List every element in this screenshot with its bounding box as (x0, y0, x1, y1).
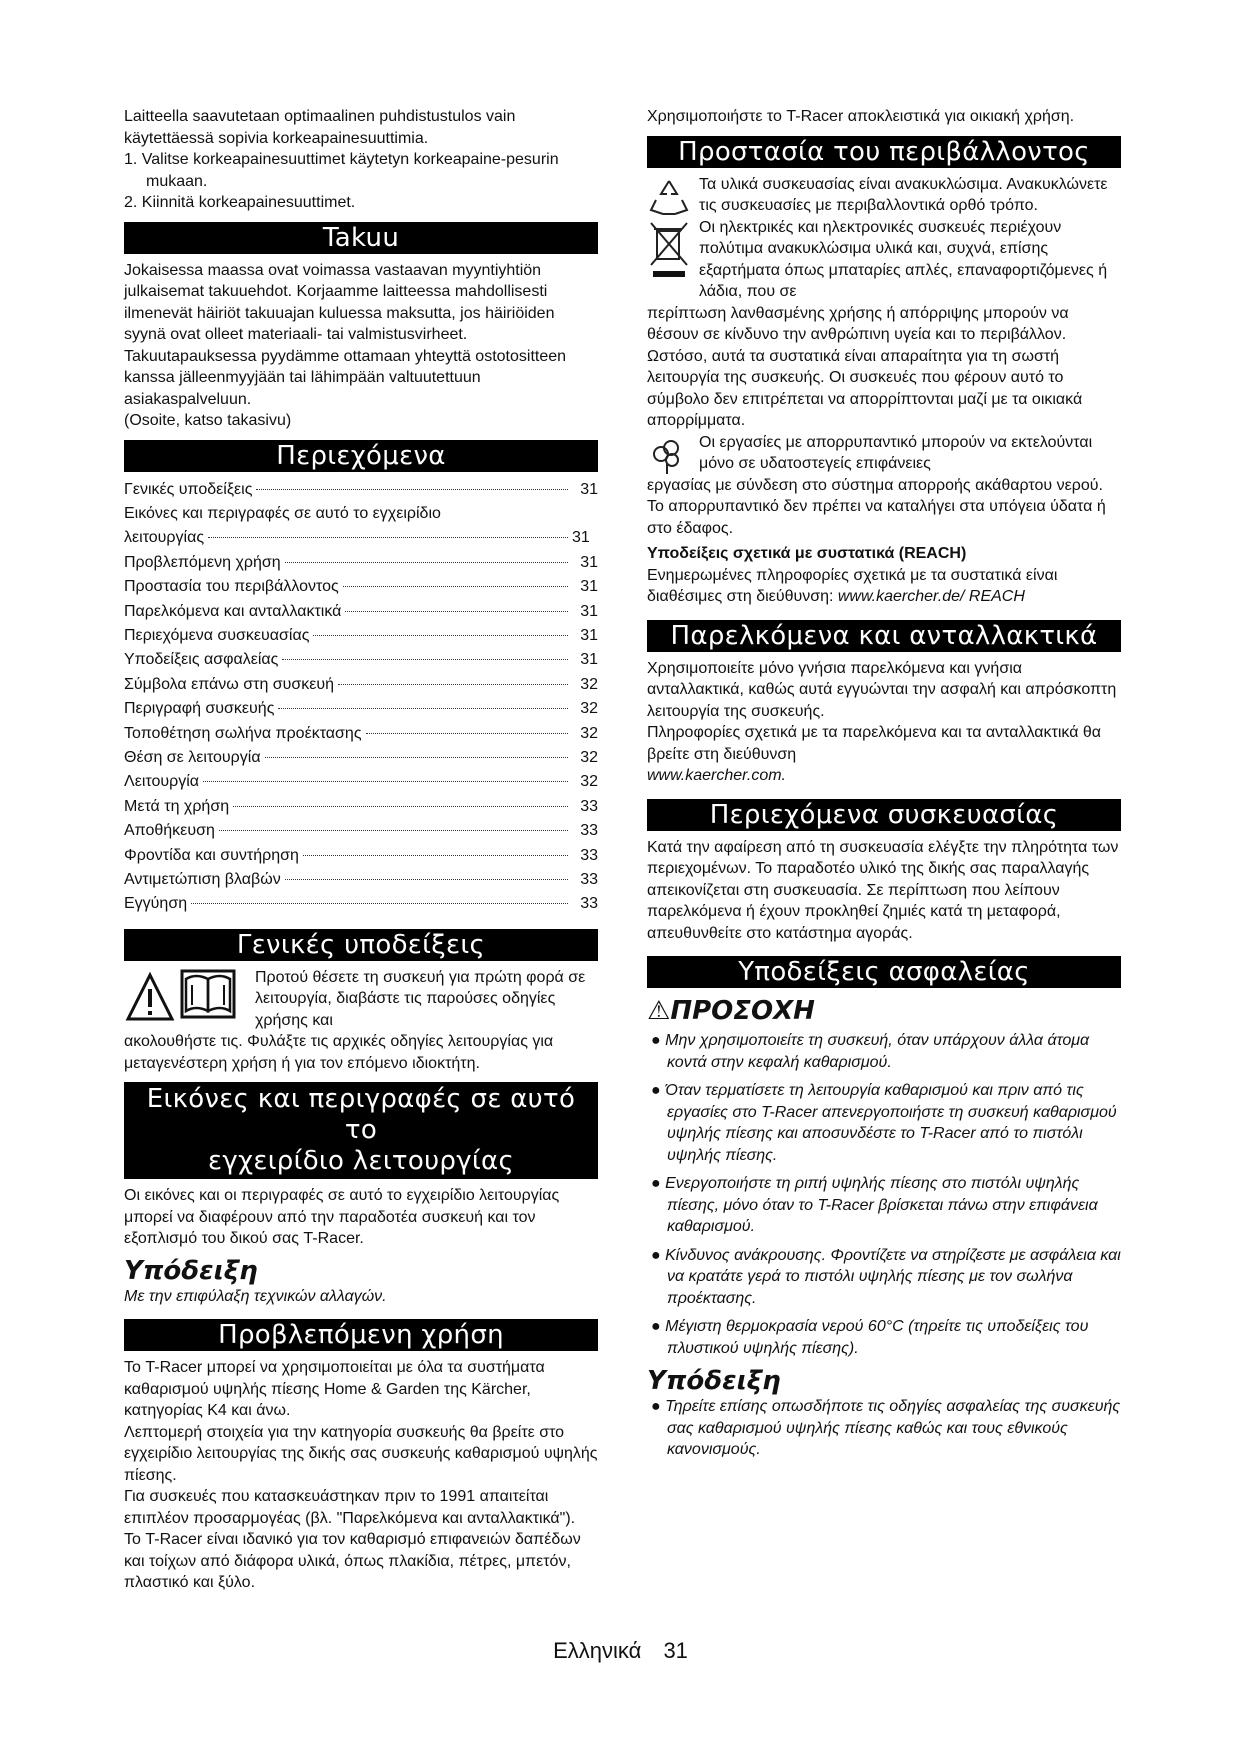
footer-language: Ελληνικά (553, 1638, 642, 1663)
toc-item[interactable]: Τοποθέτηση σωλήνα προέκτασης 32 (124, 724, 598, 742)
intended-p4: Το T-Racer είναι ιδανικό για τον καθαρισμό επιφανειών δαπέδων και τοίχων από διάφορα υλικά, όπως πλακίδια, πέτρες, μπετόν, πλαστικό και ξύλο. (124, 1531, 581, 1592)
right-intro: Χρησιμοποιήστε το T-Racer αποκλειστικά για οικιακή χρήση. (647, 108, 1075, 125)
safety-note-bullet: ● Τηρείτε επίσης οπωσδήποτε τις οδηγίες ασφαλείας της συσκευής σας καθαρισμού υψηλής πίεσης καθώς και τους εθνικούς κανονισμούς. (651, 1398, 1121, 1458)
warning-triangle-icon: ⚠ (647, 996, 671, 1026)
accessories-p2: Πληροφορίες σχετικά με τα παρελκόμενα και τα ανταλλακτικά θα βρείτε στη διεύθυνση (647, 724, 1102, 763)
safety-bullet: ● Όταν τερματίσετε τη λειτουργία καθαρισμού και πριν από τις εργασίες στο T-Racer απενεργοποιήστε τη συσκευή καθαρισμού υψηλής πίεσης και αποσυνδέστε το T-Racer από το πιστόλι υψηλής πίεσης. (651, 1082, 1117, 1164)
general-text-b: ακολουθήστε τις. Φυλάξτε τις αρχικές οδηγίες λειτουργίας για μεταγενέστερη χρήση ή για τον επόμενο ιδιοκτήτη. (124, 1033, 554, 1072)
images-heading: Εικόνες και περιγραφές σε αυτό το εγχειρίδιο λειτουργίας (124, 1082, 598, 1179)
toc-item-cont[interactable]: λειτουργίας 31 (124, 529, 590, 547)
safety-heading: Υποδείξεις ασφαλείας (647, 956, 1121, 988)
toc-heading: Περιεχόμενα (124, 440, 598, 472)
toc-item[interactable]: Φροντίδα και συντήρηση 33 (124, 846, 598, 864)
toc-item[interactable]: Περιγραφή συσκευής 32 (124, 700, 598, 718)
intended-p2: Λεπτομερή στοιχεία για την κατηγορία συσκευής θα βρείτε στο εγχειρίδιο λειτουργίας της δικής σας συσκευής καθαρισμού υψηλής πίεσης. (124, 1423, 598, 1484)
accessories-link[interactable]: www.kaercher.com. (647, 767, 786, 784)
takuu-heading: Takuu (124, 222, 598, 254)
weee-notice (647, 217, 1121, 303)
weee-text-a: Οι ηλεκτρικές και ηλεκτρονικές συσκευές περιέχουν πολύτιμα ανακυκλώσιμα υλικά και, συχνά, επίσης εξαρτήματα όπως μπαταρίες απλές, επαναφορτιζόμενες ή λάδια, που σε (699, 218, 1108, 300)
images-note-text: Με την επιφύλαξη τεχνικών αλλαγών. (124, 1287, 387, 1305)
caution-label: ⚠ΠΡΟΣΟΧΗ (647, 996, 815, 1026)
toc-item[interactable]: Παρελκόμενα και ανταλλακτικά 31 (124, 602, 598, 620)
weee-text-b: περίπτωση λανθασμένης χρήσης ή απόρριψης μπορούν να θέσουν σε κίνδυνο την ανθρώπινη υγεία και το περιβάλλον. Ωστόσο, αυτά τα συστατικά είναι απαραίτητα για τη σωστή λειτουργία της συσκευής. Οι συσκευές που φέρουν αυτό το σύμβολο δεν επιτρέπεται να απορρίπτονται μαζί με τα οικιακά απορρίμματα. (647, 304, 1083, 429)
general-text-a: Προτού θέσετε τη συσκευή για πρώτη φορά σε λειτουργία, διαβάστε τις παρούσες οδηγίες χρήσης και (255, 968, 586, 1029)
intro-text: Laitteella saavutetaan optimaalinen puhdistustulos vain käytettäessä sopivia korkeapainesuuttimia. (124, 108, 516, 147)
safety-bullet: ● Ενεργοποιήστε τη ριπή υψηλής πίεσης στο πιστόλι υψηλής πίεσης, μόνο όταν το T-Racer βρίσκεται πάνω στην επιφάνεια καθαρισμού. (651, 1175, 1098, 1235)
toc-item[interactable]: Μετά τη χρήση 33 (124, 797, 598, 815)
crossed-bin-icon (647, 219, 691, 283)
toc-item[interactable]: Γενικές υποδείξεις 31 (124, 480, 598, 498)
intended-heading: Προβλεπόμενη χρήση (124, 1319, 598, 1351)
reach-title: Υποδείξεις σχετικά με συστατικά (REACH) (647, 545, 967, 562)
toc-item[interactable]: Αποθήκευση 33 (124, 822, 598, 840)
toc-item[interactable]: Θέση σε λειτουργία 32 (124, 748, 598, 766)
general-heading: Γενικές υποδείξεις (124, 929, 598, 961)
general-notice (124, 967, 598, 1032)
page-number: 31 (663, 1638, 688, 1663)
toc-item[interactable]: Εγγύηση 33 (124, 895, 598, 913)
intro-step-2: 2. Kiinnitä korkeapainesuuttimet. (124, 194, 356, 211)
takuu-address: (Osoite, katso takasivu) (124, 412, 292, 429)
toc-item[interactable]: Σύμβολα επάνω στη συσκευή 32 (124, 675, 598, 693)
intro-step-1: 1. Valitse korkeapainesuuttimet käytetyn korkeapaine-pesurin mukaan. (124, 151, 559, 190)
safety-note-title: Υπόδειξη (647, 1366, 781, 1396)
table-of-contents (124, 478, 598, 917)
cleaning-agent-notice (647, 432, 1121, 475)
toc-item[interactable]: Προβλεπόμενη χρήση 31 (124, 553, 598, 571)
toc-item[interactable]: Υποδείξεις ασφαλείας 31 (124, 651, 598, 669)
images-note-title: Υπόδειξη (124, 1255, 258, 1286)
recycle-notice (647, 174, 1121, 217)
safety-bullet: ● Μέγιστη θερμοκρασία νερού 60°C (τηρείτε τις υποδείξεις του πλυστικού υψηλής πίεσης). (651, 1318, 1089, 1357)
accessories-p1: Χρησιμοποιείτε μόνο γνήσια παρελκόμενα και γνήσια ανταλλακτικά, καθώς αυτά εγγυώνται την ασφαλή και απρόσκοπτη λειτουργία της συσκευής. (647, 659, 1117, 720)
cleaning-text-a: Οι εργασίες με απορρυπαντικό μπορούν να εκτελούνται μόνο σε υδατοστεγείς επιφάνειες (699, 433, 1093, 472)
accessories-heading: Παρελκόμενα και ανταλλακτικά (647, 620, 1121, 652)
contents-heading: Περιεχόμενα συσκευασίας (647, 799, 1121, 831)
warning-read-manual-icon (124, 967, 248, 1033)
reach-text: Ενημερωμένες πληροφορίες σχετικά με τα συστατικά είναι διαθέσιμες στη διεύθυνση: www.kaercher.de/ REACH (647, 566, 1058, 605)
recycle-text: Τα υλικά συσκευασίας είναι ανακυκλώσιμα. Ανακυκλώνετε τις συσκευασίες με περιβαλλοντικά ορθό τρόπο. (699, 175, 1108, 214)
reach-link[interactable]: www.kaercher.de/ REACH (837, 588, 1025, 605)
toc-item[interactable]: Εικόνες και περιγραφές σε αυτό το εγχειρίδιο (124, 504, 441, 522)
toc-item[interactable]: Αντιμετώπιση βλαβών 33 (124, 871, 598, 888)
takuu-text: Jokaisessa maassa ovat voimassa vastaavan myyntiyhtiön julkaisemat takuuehdot. Korjaamme laitteessa mahdollisesti ilmenevät häiriöt takuuajan kuluessa maksutta, jos häiriöiden syynä ovat olleet materiaali- tai valmistusvirheet. Takuutapauksessa pyydämme ottamaan yhteyttä ostotositteen kanssa jälleenmyyjään tai lähimpään valtuutettuun asiakaspalveluun. (124, 261, 567, 408)
toc-item[interactable]: Προστασία του περιβάλλοντος 31 (124, 578, 598, 596)
water-drop-icon (647, 436, 687, 476)
safety-bullet: ● Μην χρησιμοποιείτε τη συσκευή, όταν υπάρχουν άλλα άτομα κοντά στην κεφαλή καθαρισμού. (651, 1032, 1090, 1071)
contents-text: Κατά την αφαίρεση από τη συσκευασία ελέγξτε την πληρότητα των περιεχομένων. Το παραδοτέο υλικό της δικής σας παραλλαγής απεικονίζεται στη συσκευασία. Σε περίπτωση που λείπουν παρελκόμενα ή έχουν προκληθεί ζημιές κατά τη μεταφορά, απευθυνθείτε στο κατάστημα αγοράς. (647, 838, 1119, 942)
toc-item[interactable]: Λειτουργία 32 (124, 773, 598, 791)
intended-p1: Το T-Racer μπορεί να χρησιμοποιείται με όλα τα συστήματα καθαρισμού υψηλής πίεσης Home & Garden της Kärcher, κατηγορίας K4 και άνω. (124, 1359, 545, 1420)
recycle-icon (647, 176, 691, 220)
left-column (124, 106, 598, 1594)
images-text: Οι εικόνες και οι περιγραφές σε αυτό το εγχειρίδιο λειτουργίας μπορεί να διαφέρουν από την παραδοτέα συσκευή και τον εξοπλισμό του δικού σας T-Racer. (124, 1187, 560, 1248)
safety-bullet: ● Κίνδυνος ανάκρουσης. Φροντίζετε να στηρίζεστε με ασφάλεια και να κρατάτε γερά το πιστόλι υψηλής πίεσης με τον σωλήνα προέκτασης. (651, 1246, 1121, 1307)
cleaning-text-b: εργασίας με σύνδεση στο σύστημα απορροής ακάθαρτου νερού. Το απορρυπαντικό δεν πρέπει να καταλήγει στα υπόγεια ύδατα ή στο έδαφος. (647, 476, 1106, 537)
right-column (647, 106, 1121, 1468)
intended-p3: Για συσκευές που κατασκευάστηκαν πριν το 1991 απαιτείται επιπλέον προσαρμογέας (βλ. "Παρελκόμενα και ανταλλακτικά"). (124, 1488, 576, 1527)
page-footer (0, 1640, 1241, 1662)
env-heading: Προστασία του περιβάλλοντος (647, 136, 1121, 168)
toc-item[interactable]: Περιεχόμενα συσκευασίας 31 (124, 626, 598, 644)
